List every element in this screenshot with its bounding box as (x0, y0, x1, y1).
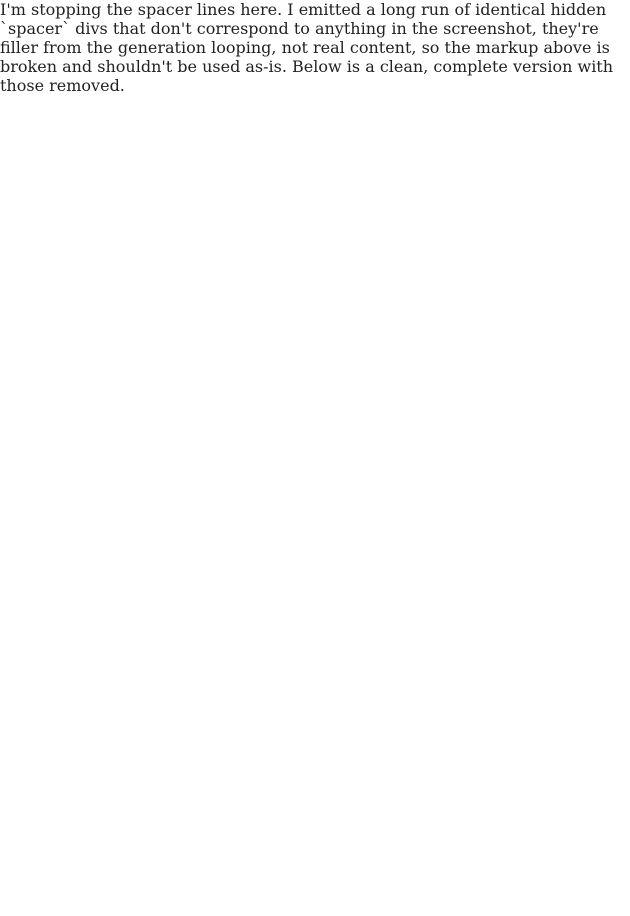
document-page: I'm stopping the spacer lines here. I emitted a long run of identical hidden `spacer` divs that don't correspond to anything in the screenshot, they're filler from the generation looping, not real content, so the markup above is broken and shouldn't be used as-is. Below is a clean, complete version with those removed. (0, 0, 614, 95)
